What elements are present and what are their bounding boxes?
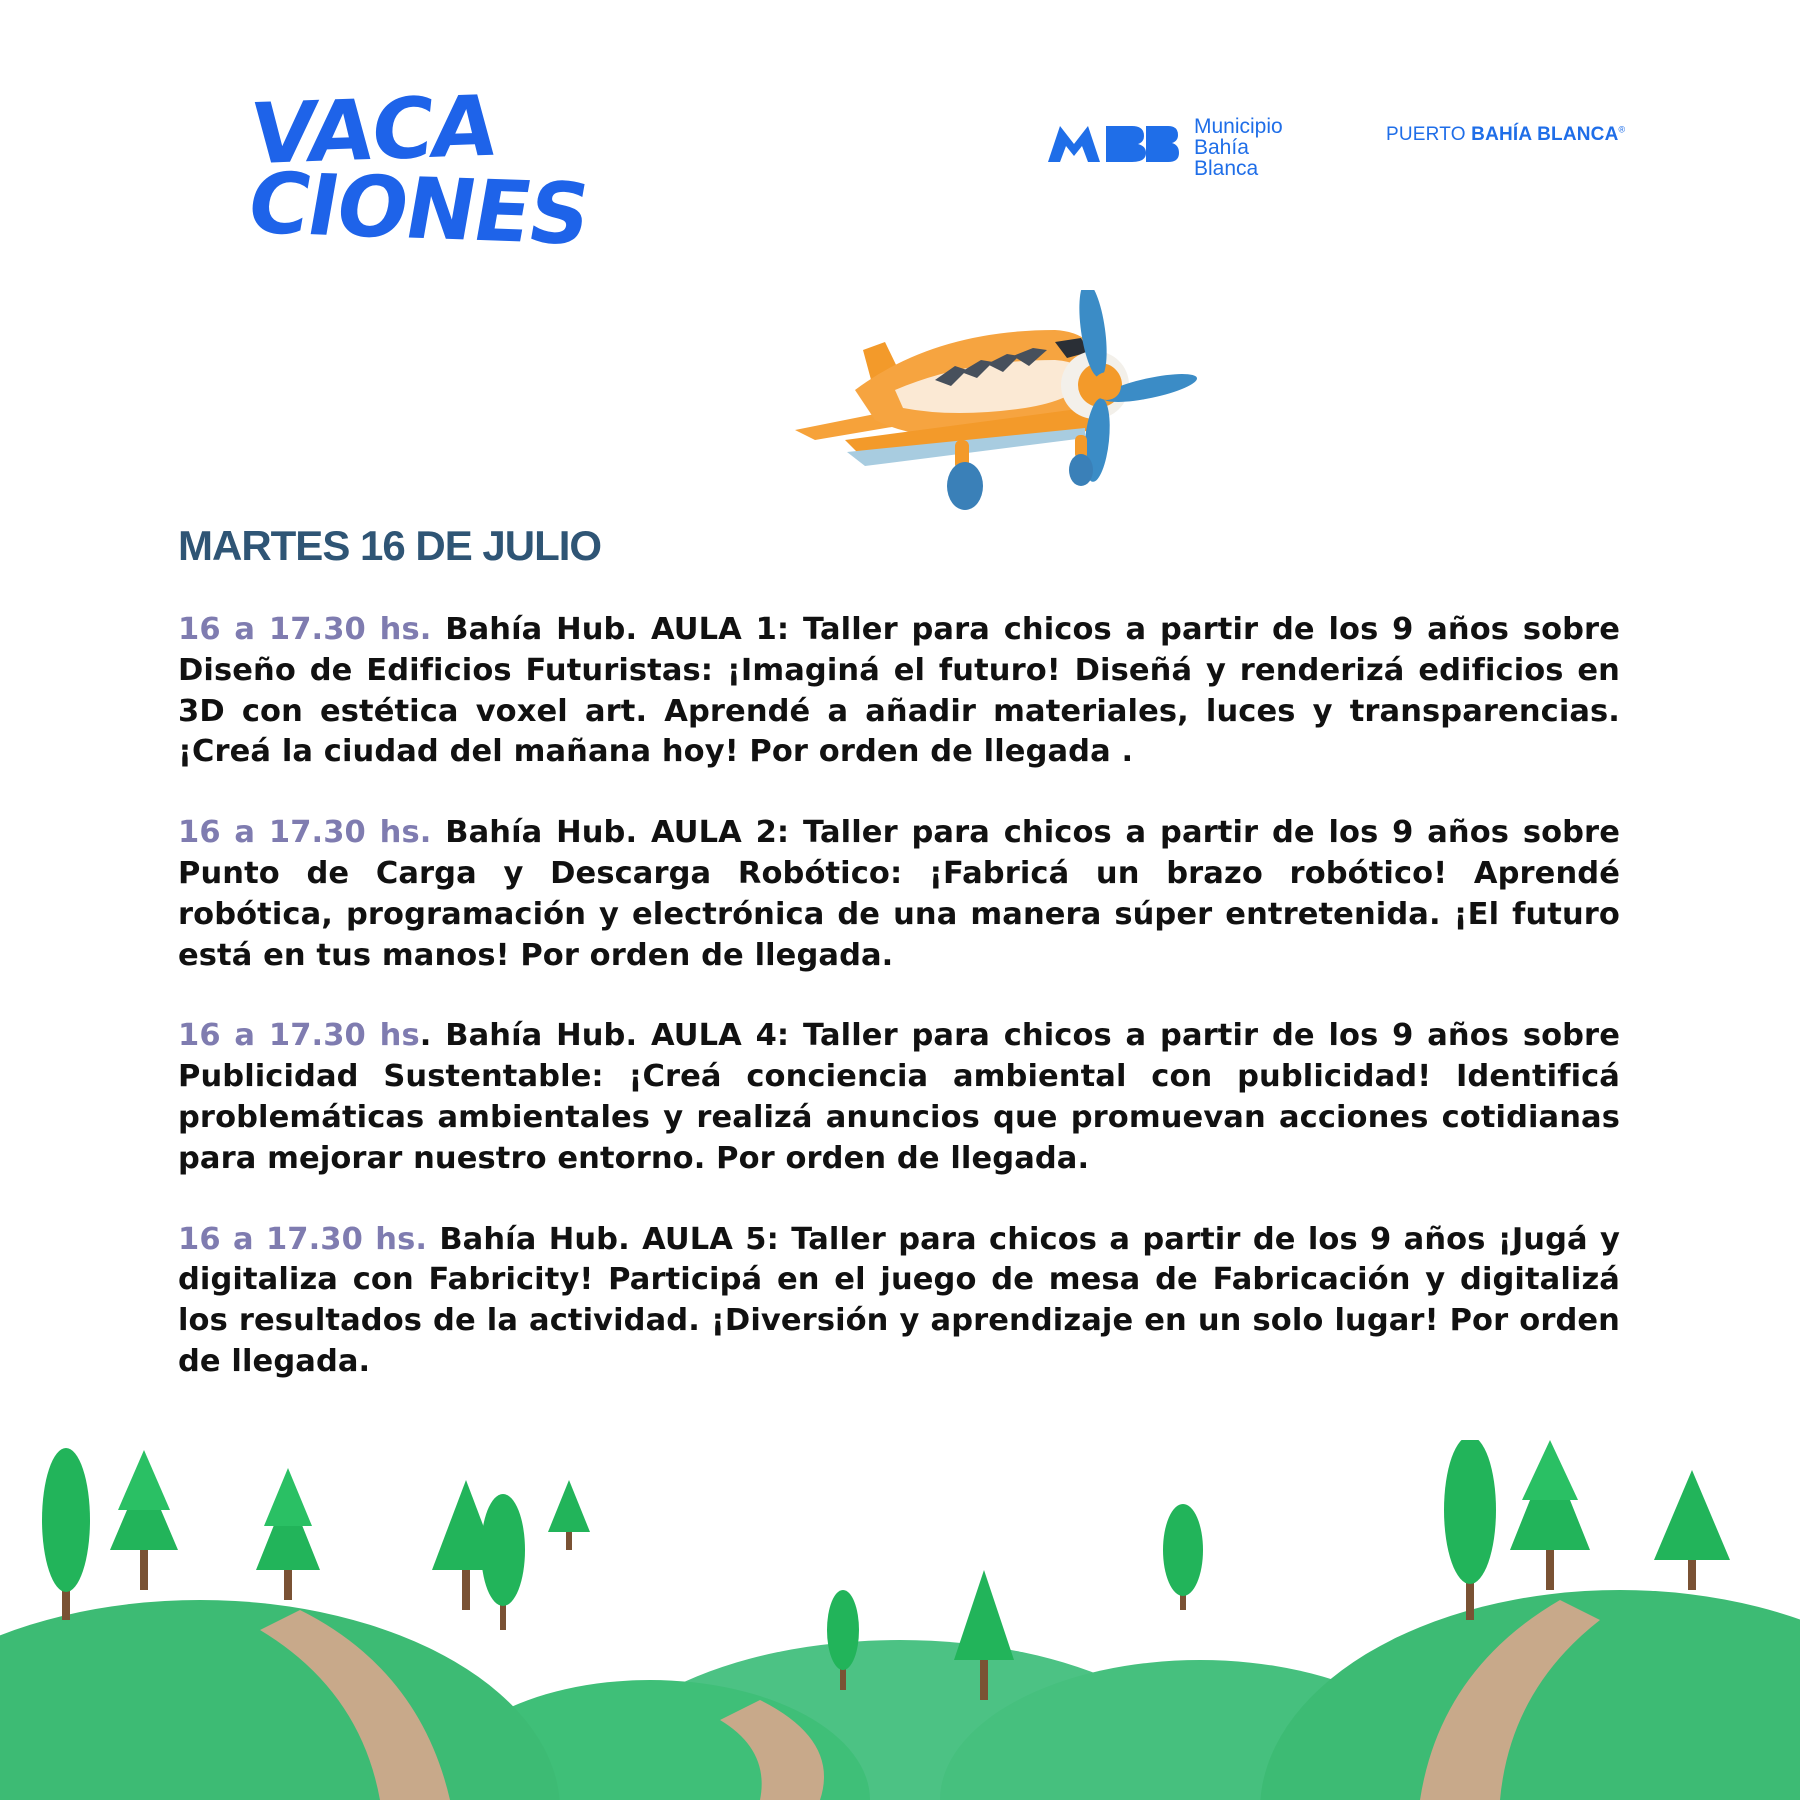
event-time: 16 a 17.30 hs — [178, 1018, 420, 1054]
event-item — [178, 813, 1620, 976]
tree-icon — [1163, 1504, 1203, 1610]
puerto-prefix: PUERTO — [1386, 124, 1472, 145]
landscape-illustration — [0, 1440, 1800, 1800]
tree-icon — [110, 1450, 178, 1590]
vacaciones-logo — [240, 76, 597, 268]
puerto-bold: BAHÍA BLANCA — [1471, 124, 1619, 145]
event-time: 16 a 17.30 hs. — [178, 612, 432, 647]
mbb-mark-icon — [1044, 122, 1180, 164]
municipio-line3: Blanca — [1194, 157, 1259, 180]
event-description: Bahía Hub. AULA 1: Taller para chicos a partir de los 9 años sobre Diseño de Edificios Futuristas: ¡Imaginá el futuro! Diseñá y renderizá edificios en 3D con estética voxel art. Aprendé a añadir materiales, luces y transparencias. ¡Creá la ciudad del mañana hoy! Por orden de llegada . — [178, 612, 1620, 770]
tree-icon — [256, 1468, 320, 1600]
tree-icon — [1510, 1440, 1590, 1590]
event-time: 16 a 17.30 hs. — [178, 815, 432, 851]
tree-icon — [1654, 1470, 1730, 1590]
tree-icon — [548, 1480, 590, 1550]
puerto-bahia-blanca-logo — [1386, 124, 1625, 146]
event-item — [178, 610, 1620, 773]
date-title: MARTES 16 DE JULIO — [178, 522, 602, 569]
municipio-text — [1194, 116, 1283, 179]
vacaciones-logo-line2: CIONES — [240, 153, 597, 264]
events-list — [178, 610, 1620, 1423]
puerto-mark: ® — [1618, 124, 1626, 135]
event-item — [178, 1016, 1620, 1179]
event-time: 16 a 17.30 hs. — [178, 1221, 428, 1257]
event-description: . Bahía Hub. AULA 4: Taller para chicos a partir de los 9 años sobre Publicidad Sustentable: ¡Creá conciencia ambiental con publicidad! Identificá problemáticas ambientales y realizá anuncios que promuevan acciones cotidianas para mejorar nuestro entorno. Por orden de llegada. — [178, 1018, 1620, 1176]
municipio-line2: Bahía — [1194, 136, 1249, 159]
tree-icon — [481, 1494, 525, 1630]
event-item — [178, 1220, 1620, 1383]
municipio-bahia-blanca-logo — [1044, 116, 1304, 188]
tree-icon — [1444, 1440, 1496, 1620]
airplane-illustration — [785, 290, 1215, 515]
tree-icon — [42, 1448, 90, 1620]
municipio-line1: Municipio — [1194, 115, 1283, 138]
vacaciones-logo-line1: VACA — [245, 76, 501, 184]
event-description: Bahía Hub. AULA 2: Taller para chicos a partir de los 9 años sobre Punto de Carga y Descarga Robótico: ¡Fabricá un brazo robótico! Aprendé robótica, programación y electrónica de una manera súper entretenida. ¡El futuro está en tus manos! Por orden de llegada. — [178, 815, 1620, 973]
event-description: Bahía Hub. AULA 5: Taller para chicos a partir de los 9 años ¡Jugá y digitaliza con Fabricity! Participá en el juego de mesa de Fabricación y digitalizá los resultados de la actividad. ¡Diversión y aprendizaje en un solo lugar! Por orden de llegada. — [178, 1221, 1620, 1379]
